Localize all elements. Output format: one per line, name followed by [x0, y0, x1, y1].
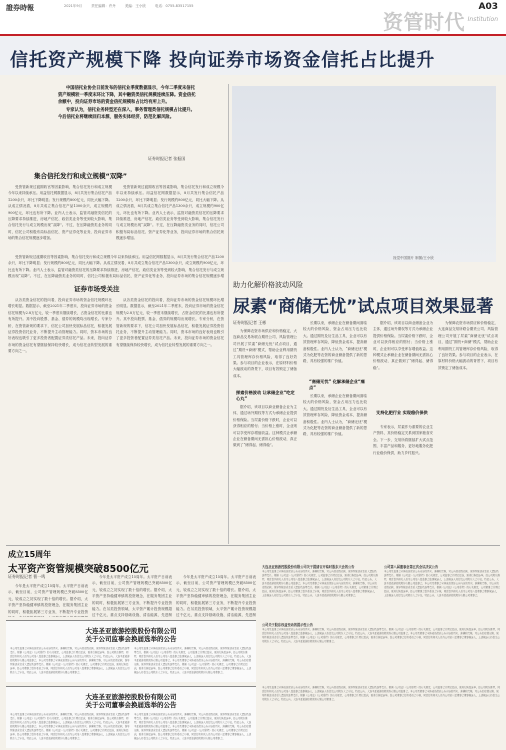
section-1-body-col-1: 受资管新规过渡期收官等因素影响，集合信托发行和成立规模今年以来持续承压。用益信托网数据显示，8月共发行集合信托产品1200余只，环比下降明显；发行规模约800亿元，同比大幅下降。从成立情况看，8月共成立集合信托产品1300余只，成立规模约900亿元，环比也有所下降。业内人士表示，监管对融资类信托的压降要求持续推进，房地产信托、政信类业务等受到较大影响，集合信托发行与成立规模出现“双降”。不过，在压降融资类业务的同时，信托公司积极布局标品信托、资产证券化等业务，投向证券市场的集合信托规模逐步增加。: [8, 185, 112, 241]
column-divider: [228, 84, 229, 544]
section-3-subhead-1: 探索价格波动 让承储企业“吃定心丸”: [236, 390, 295, 401]
section-3-byline: 证券时报记者 王彬: [233, 320, 267, 325]
meta-date: 2021年9月: [64, 4, 83, 8]
section-4-kicker: 成立15周年: [8, 550, 52, 559]
section-4-headline: 太平资产资管规模突破8500亿元: [8, 564, 149, 575]
section-3-body-d: 专家表示，尿素作为重要的农业生产资料，其价格稳定关系到国家粮食安全。下一步，交易所将继续扩大试点范围，丰富产品和服务，更好地服务化肥行业稳价保供，助力乡村振兴。: [373, 425, 433, 455]
section-2-body-col-2: 从各类资金信托的投向看，投向证券市场的资金信托规模环比增长明显。数据显示，截至2021年二季度末，投向证券市场的资金信托规模为2.8万亿元，较一季度末继续增长，占资金信托的比重也有所提升。其中投向股票、基金、债券的规模均出现增长。专家分析，在资管新规的要求下，信托公司加快发展标品信托，积极发展证券投资信托业务，不断提升主动管理能力。同时，资本市场的良好表现也吸引了更多投资者配置证券类信托产品。未来，投向证券市场的资金信托有望继续保持较快增长，成为信托业转型发展的重要方向之一。: [116, 298, 224, 347]
photo-credit: 视觉中国图片 制图/王小欣: [393, 256, 434, 260]
section-3-body-e: 为保障农资市场供应和价格稳定，大连商品交易所联合期货公司、风险管理公司开展了尿素“商储无忧”试点项目，通过“期货+商储”模式，帮助企业利用期货工具管理库存价格风险，取得了良好效果。参与项目的企业表示，在原材料价格大幅波动的背景下，项目有效锁定了储备成本。: [438, 321, 498, 370]
newspaper-logo: 證券時報: [6, 3, 34, 12]
announcement-1-body-right: 本公司及监事会全体成员保证公告内容的真实、准确和完整，对公告的虚假记载、误导性陈述或者重大遗漏负连带责任。根据《公司法》《公司章程》的有关规定，公司监事会任期已届满，需进行换届选举。经公司股东推荐，同意提名相关人员为公司第八届监事会监事候选人，上述候选人将提交公司股东大会审议。特此公告。大连圣亚旅游控股股份有限公司监事会。本公司及董事会全体成员保证公告内容的真实、准确和完整，对公告的虚假记载、误导性陈述或者重大遗漏负连带责任。根据《公司法》《公司章程》的有关规定，公司董事会任期已届满，需进行换届选举。经公司董事会提名委员会审核，同意提名相关人员为公司第八届董事会董事候选人，上述候选人将提交公司股东大会审议。特此公告。大连圣亚旅游控股股份有限公司董事会。: [134, 647, 252, 674]
meta-phone: 电话：0755-83517155: [155, 4, 194, 8]
announcement-2-body-right: 本公司及监事会全体成员保证公告内容的真实、准确和完整，对公告的虚假记载、误导性陈述或者重大遗漏负连带责任。根据《公司法》《公司章程》的有关规定，公司监事会任期已届满，需进行换届选举。经公司股东推荐，同意提名相关人员为公司第八届监事会监事候选人，上述候选人将提交公司股东大会审议。特此公告。大连圣亚旅游控股股份有限公司监事会。本公司及董事会全体成员保证公告内容的真实、准确和完整，对公告的虚假记载、误导性陈述或者重大遗漏负连带责任。根据《公司法》《公司章程》的有关规定，公司董事会任期已届满，需进行换届选举。经公司董事会提名委员会审核，同意提名相关人员为公司第八届董事会董事候选人，上述候选人将提交公司股东大会审议。特此公告。大连圣亚旅游控股股份有限公司董事会。: [134, 713, 252, 740]
masthead: [0, 0, 506, 36]
lead-photo: [232, 86, 496, 262]
section-divider: [6, 545, 500, 546]
notice-title-3: 公司关于股东权益变动的提示性公告: [262, 623, 313, 627]
section-3-body-c-top: 长期以来，承储企业在储备期间面临较大的价格风险，资金占用压力也比较大。通过期货及衍生品工具，企业可以有效管理库存风险，降低资金成本，提高储备积极性。业内人士认为，“商储无忧”模式为化肥等农资的商业储备提供了新的思路，具有较强的推广价值。: [303, 321, 367, 364]
section-1-heading: 集合信托发行和成立规模“双降”: [34, 172, 128, 180]
lead-byline: 证券时报记者 张振国: [148, 156, 186, 161]
section-3-body-d-top: 据介绍，该项目以商业储备企业为主体，通过场外期权等方式为承储企业提供价格保险。当尿素价格下跌时，企业可以获得相应的赔付；当价格上涨时，企业则可以享受库存增值收益。这种模式让承储企业在储备期间无需担心价格波动，真正做到了“储得起、储得稳”。: [373, 321, 433, 370]
section-subtitle: Institution: [467, 16, 498, 23]
announcement-1: [6, 620, 256, 682]
meta-designer: 美编：王小欣: [124, 4, 146, 8]
announcement-1-title: 大连圣亚旅游控股股份有限公司 关于公司监事会换届选举的公告: [85, 627, 177, 643]
summary-paragraph: 中国信托业协会日前发布的信托业季度数据显示，今年二季度末信托资产规模较一季度末环比下降，其中融资类信托规模连续压降。资金信托余额中，投向证券市场的资金信托规模和占比均有所上升。: [58, 86, 196, 105]
masthead-rule: [0, 34, 506, 36]
summary-paragraph: 专家认为，信托业务转型还在深入，事务管理类信托规模占比提升。今后信托业将继续回归本源，服务实体经济，防范化解风险。: [58, 108, 195, 120]
notice-title-1: 大连圣亚旅游控股股份有限公司关于提请召开临时股东大会的公告: [262, 565, 355, 569]
announcement-2-body-left: 本公司及监事会全体成员保证公告内容的真实、准确和完整，对公告的虚假记载、误导性陈述或者重大遗漏负连带责任。根据《公司法》《公司章程》的有关规定，公司监事会任期已届满，需进行换届选举。经公司股东推荐，同意提名相关人员为公司第八届监事会监事候选人，上述候选人将提交公司股东大会审议。特此公告。大连圣亚旅游控股股份有限公司监事会。本公司及董事会全体成员保证公告内容的真实、准确和完整，对公告的虚假记载、误导性陈述或者重大遗漏负连带责任。根据《公司法》《公司章程》的有关规定，公司董事会任期已届满，需进行换届选举。经公司董事会提名委员会审核，同意提名相关人员为公司第八届董事会董事候选人，上述候选人将提交公司股东大会审议。特此公告。大连圣亚旅游控股股份有限公司董事会。: [10, 713, 130, 740]
section-3-body-c: 长期以来，承储企业在储备期间面临较大的价格风险，资金占用压力也比较大。通过期货及衍生品工具，企业可以有效管理库存风险，降低资金成本，提高储备积极性。业内人士认为，“商储无忧”模式为化肥等农资的商业储备提供了新的思路，具有较强的推广价值。: [303, 394, 367, 437]
announcement-2: [6, 686, 256, 748]
section-1-body-tail: 受资管新规过渡期收官等因素影响，集合信托发行和成立规模今年以来持续承压。用益信托网数据显示，8月共发行集合信托产品1200余只，环比下降明显；发行规模约800亿元，同比大幅下降。从成立情况看，8月共成立集合信托产品1300余只，成立规模约900亿元，环比也有所下降。业内人士表示，监管对融资类信托的压降要求持续推进，房地产信托、政信类业务等受到较大影响，集合信托发行与成立规模出现“双降”。不过，在压降融资类业务的同时，信托公司积极布局标品信托、资产证券化等业务，投向证券市场的集合信托规模逐步增: [8, 255, 224, 278]
notice-body-3: 本公司及监事会全体成员保证公告内容的真实、准确和完整，对公告的虚假记载、误导性陈述或者重大遗漏负连带责任。根据《公司法》《公司章程》的有关规定，公司监事会任期已届满，需进行换届选举。经公司股东推荐，同意提名相关人员为公司第八届监事会监事候选人，上述候选人将提交公司股东大会审议。特此公告。大连圣亚旅游控股股份有限公司监事会。本公司及董事会全体成员保证公告内容的真实、准确和完整，对公告的虚假记载、误导性陈述或者重大遗漏负连带责任。根据《公司法》《公司章程》的有关规定，公司董事会任期已届满，需进行换届选举。经公司董事会提名委员会审核，同意提名相关人员为公司第八届董事会董事候选人，上述候选人将提交公司股东大会审议。特此公告。大连圣亚旅游控股股份有限公司董事会。: [262, 628, 500, 643]
section-4-body-col-1: 今年是太平资产成立15周年。太平资产日前表示，截至目前，公司资产管理规模已突破8500亿元，较成立之初实现了数十倍的增长。据介绍，太平资产坚持稳健审慎的投资理念，在服务集团主业的同时，积极拓展第三方业务，不断提升专业投资: [8, 584, 88, 614]
notice-body-1: 本公司及监事会全体成员保证公告内容的真实、准确和完整，对公告的虚假记载、误导性陈述或者重大遗漏负连带责任。根据《公司法》《公司章程》的有关规定，公司监事会任期已届满，需进行换届选举。经公司股东推荐，同意提名相关人员为公司第八届监事会监事候选人，上述候选人将提交公司股东大会审议。特此公告。大连圣亚旅游控股股份有限公司监事会。本公司及董事会全体成员保证公告内容的真实、准确和完整，对公告的虚假记载、误导性陈述或者重大遗漏负连带责任。根据《公司法》《公司章程》的有关规定，公司董事会任期已届满，需进行换届选举。经公司董事会提名委员会审核，同意提名相关人员为公司第八届董事会董事候选人，上述候选人将提交公司股东大会审议。特此公告。大连圣亚旅游控股股份有限公司董事会。: [262, 570, 378, 597]
lead-summary: [58, 85, 198, 122]
section-3-body-a: 为保障农资市场供应和价格稳定，大连商品交易所联合期货公司、风险管理公司开展了尿素“商储无忧”试点项目，通过“期货+商储”模式，帮助企业利用期货工具管理库存价格风险，取得了良好效果。参与项目的企业表示，在原材料价格大幅波动的背景下，项目有效锁定了储备成本。: [233, 329, 297, 378]
section-2-heading: 证券市场受关注: [74, 285, 120, 293]
page-number: A03: [478, 2, 498, 12]
masthead-meta: [64, 4, 202, 9]
section-4-byline: 证券时报记者 曹一鸣: [8, 574, 46, 579]
meta-editor: 责任编辑：许丹: [91, 4, 116, 8]
section-3-body-b: 据介绍，该项目以商业储备企业为主体，通过场外期权等方式为承储企业提供价格保险。当尿素价格下跌时，企业可以获得相应的赔付；当价格上涨时，企业则可以享受库存增值收益。这种模式让承储企业在储备期间无需担心价格波动，真正做到了“储得起、储得稳”。: [233, 405, 297, 448]
section-title: 资管时代: [383, 10, 465, 34]
section-3-headline: 尿素“商储无忧”试点项目效果显著: [233, 297, 494, 317]
section-3-subhead-2: “商储无忧” 化解承储企业“痛点”: [309, 379, 365, 390]
section-3-subhead-3: 支持化肥行业 实现稳价保供: [376, 410, 428, 415]
notice-body-4: 本公司及监事会全体成员保证公告内容的真实、准确和完整，对公告的虚假记载、误导性陈述或者重大遗漏负连带责任。根据《公司法》《公司章程》的有关规定，公司监事会任期已届满，需进行换届选举。经公司股东推荐，同意提名相关人员为公司第八届监事会监事候选人，上述候选人将提交公司股东大会审议。特此公告。大连圣亚旅游控股股份有限公司监事会。本公司及董事会全体成员保证公告内容的真实、准确和完整，对公告的虚假记载、误导性陈述或者重大遗漏负连带责任。根据《公司法》《公司章程》的有关规定，公司董事会任期已届满，需进行换届选举。经公司董事会提名委员会审核，同意提名相关人员为公司第八届董事会董事候选人，上述候选人将提交公司股东大会审议。特此公告。大连圣亚旅游控股股份有限公司董事会。: [262, 686, 500, 701]
notice-body-2: 本公司及监事会全体成员保证公告内容的真实、准确和完整，对公告的虚假记载、误导性陈述或者重大遗漏负连带责任。根据《公司法》《公司章程》的有关规定，公司监事会任期已届满，需进行换届选举。经公司股东推荐，同意提名相关人员为公司第八届监事会监事候选人，上述候选人将提交公司股东大会审议。特此公告。大连圣亚旅游控股股份有限公司监事会。本公司及董事会全体成员保证公告内容的真实、准确和完整，对公告的虚假记载、误导性陈述或者重大遗漏负连带责任。根据《公司法》《公司章程》的有关规定，公司董事会任期已届满，需进行换届选举。经公司董事会提名委员会审核，同意提名相关人员为公司第八届董事会董事候选人，上述候选人将提交公司股东大会审议。特此公告。大连圣亚旅游控股股份有限公司董事会。: [384, 570, 500, 597]
section-1-body-col-2: 受资管新规过渡期收官等因素影响，集合信托发行和成立规模今年以来持续承压。用益信托网数据显示，8月共发行集合信托产品1200余只，环比下降明显；发行规模约800亿元，同比大幅下降。从成立情况看，8月共成立集合信托产品1300余只，成立规模约900亿元，环比也有所下降。业内人士表示，监管对融资类信托的压降要求持续推进，房地产信托、政信类业务等受到较大影响，集合信托发行与成立规模出现“双降”。不过，在压降融资类业务的同时，信托公司积极布局标品信托、资产证券化等业务，投向证券市场的集合信托规模逐步增加。: [116, 185, 224, 241]
announcement-1-body-left: 本公司及监事会全体成员保证公告内容的真实、准确和完整，对公告的虚假记载、误导性陈述或者重大遗漏负连带责任。根据《公司法》《公司章程》的有关规定，公司监事会任期已届满，需进行换届选举。经公司股东推荐，同意提名相关人员为公司第八届监事会监事候选人，上述候选人将提交公司股东大会审议。特此公告。大连圣亚旅游控股股份有限公司监事会。本公司及董事会全体成员保证公告内容的真实、准确和完整，对公告的虚假记载、误导性陈述或者重大遗漏负连带责任。根据《公司法》《公司章程》的有关规定，公司董事会任期已届满，需进行换届选举。经公司董事会提名委员会审核，同意提名相关人员为公司第八届董事会董事候选人，上述候选人将提交公司股东大会审议。特此公告。大连圣亚旅游控股股份有限公司董事会。: [10, 647, 130, 674]
notice-title-2: 公司第八届董事会第五次会议决议公告: [384, 565, 439, 569]
section-4-body-col-2: 今年是太平资产成立15周年。太平资产日前表示，截至目前，公司资产管理规模已突破8500亿元，较成立之初实现了数十倍的增长。据介绍，太平资产坚持稳健审慎的投资理念，在服务集团主业的同时，积极拓展第三方业务，不断提升专业投资能力。在另类投资领域，太平资产累计投资规模超过千亿元，重点支持基础设施、清洁能源、先进制: [92, 575, 172, 617]
announcement-2-title: 大连圣亚旅游控股股份有限公司 关于公司董事会换届选举的公告: [85, 693, 177, 709]
section-3-kicker: 助力化解价格波动风险: [233, 281, 303, 289]
section-2-body-col-1: 从各类资金信托的投向看，投向证券市场的资金信托规模环比增长明显。数据显示，截至2021年二季度末，投向证券市场的资金信托规模为2.8万亿元，较一季度末继续增长，占资金信托的比重也有所提升。其中投向股票、基金、债券的规模均出现增长。专家分析，在资管新规的要求下，信托公司加快发展标品信托，积极发展证券投资信托业务，不断提升主动管理能力。同时，资本市场的良好表现也吸引了更多投资者配置证券类信托产品。未来，投向证券市场的资金信托有望继续保持较快增长，成为信托业转型发展的重要方向之一。: [8, 298, 112, 354]
section-4-body-col-3: 今年是太平资产成立15周年。太平资产日前表示，截至目前，公司资产管理规模已突破8500亿元，较成立之初实现了数十倍的增长。据介绍，太平资产坚持稳健审慎的投资理念，在服务集团主业的同时，积极拓展第三方业务，不断提升专业投资能力。在另类投资领域，太平资产累计投资规模超过千亿元，重点支持基础设施、清洁能源、先进制: [176, 575, 256, 617]
lead-headline: 信托资产规模下降 投向证券市场资金信托占比提升: [10, 50, 436, 71]
